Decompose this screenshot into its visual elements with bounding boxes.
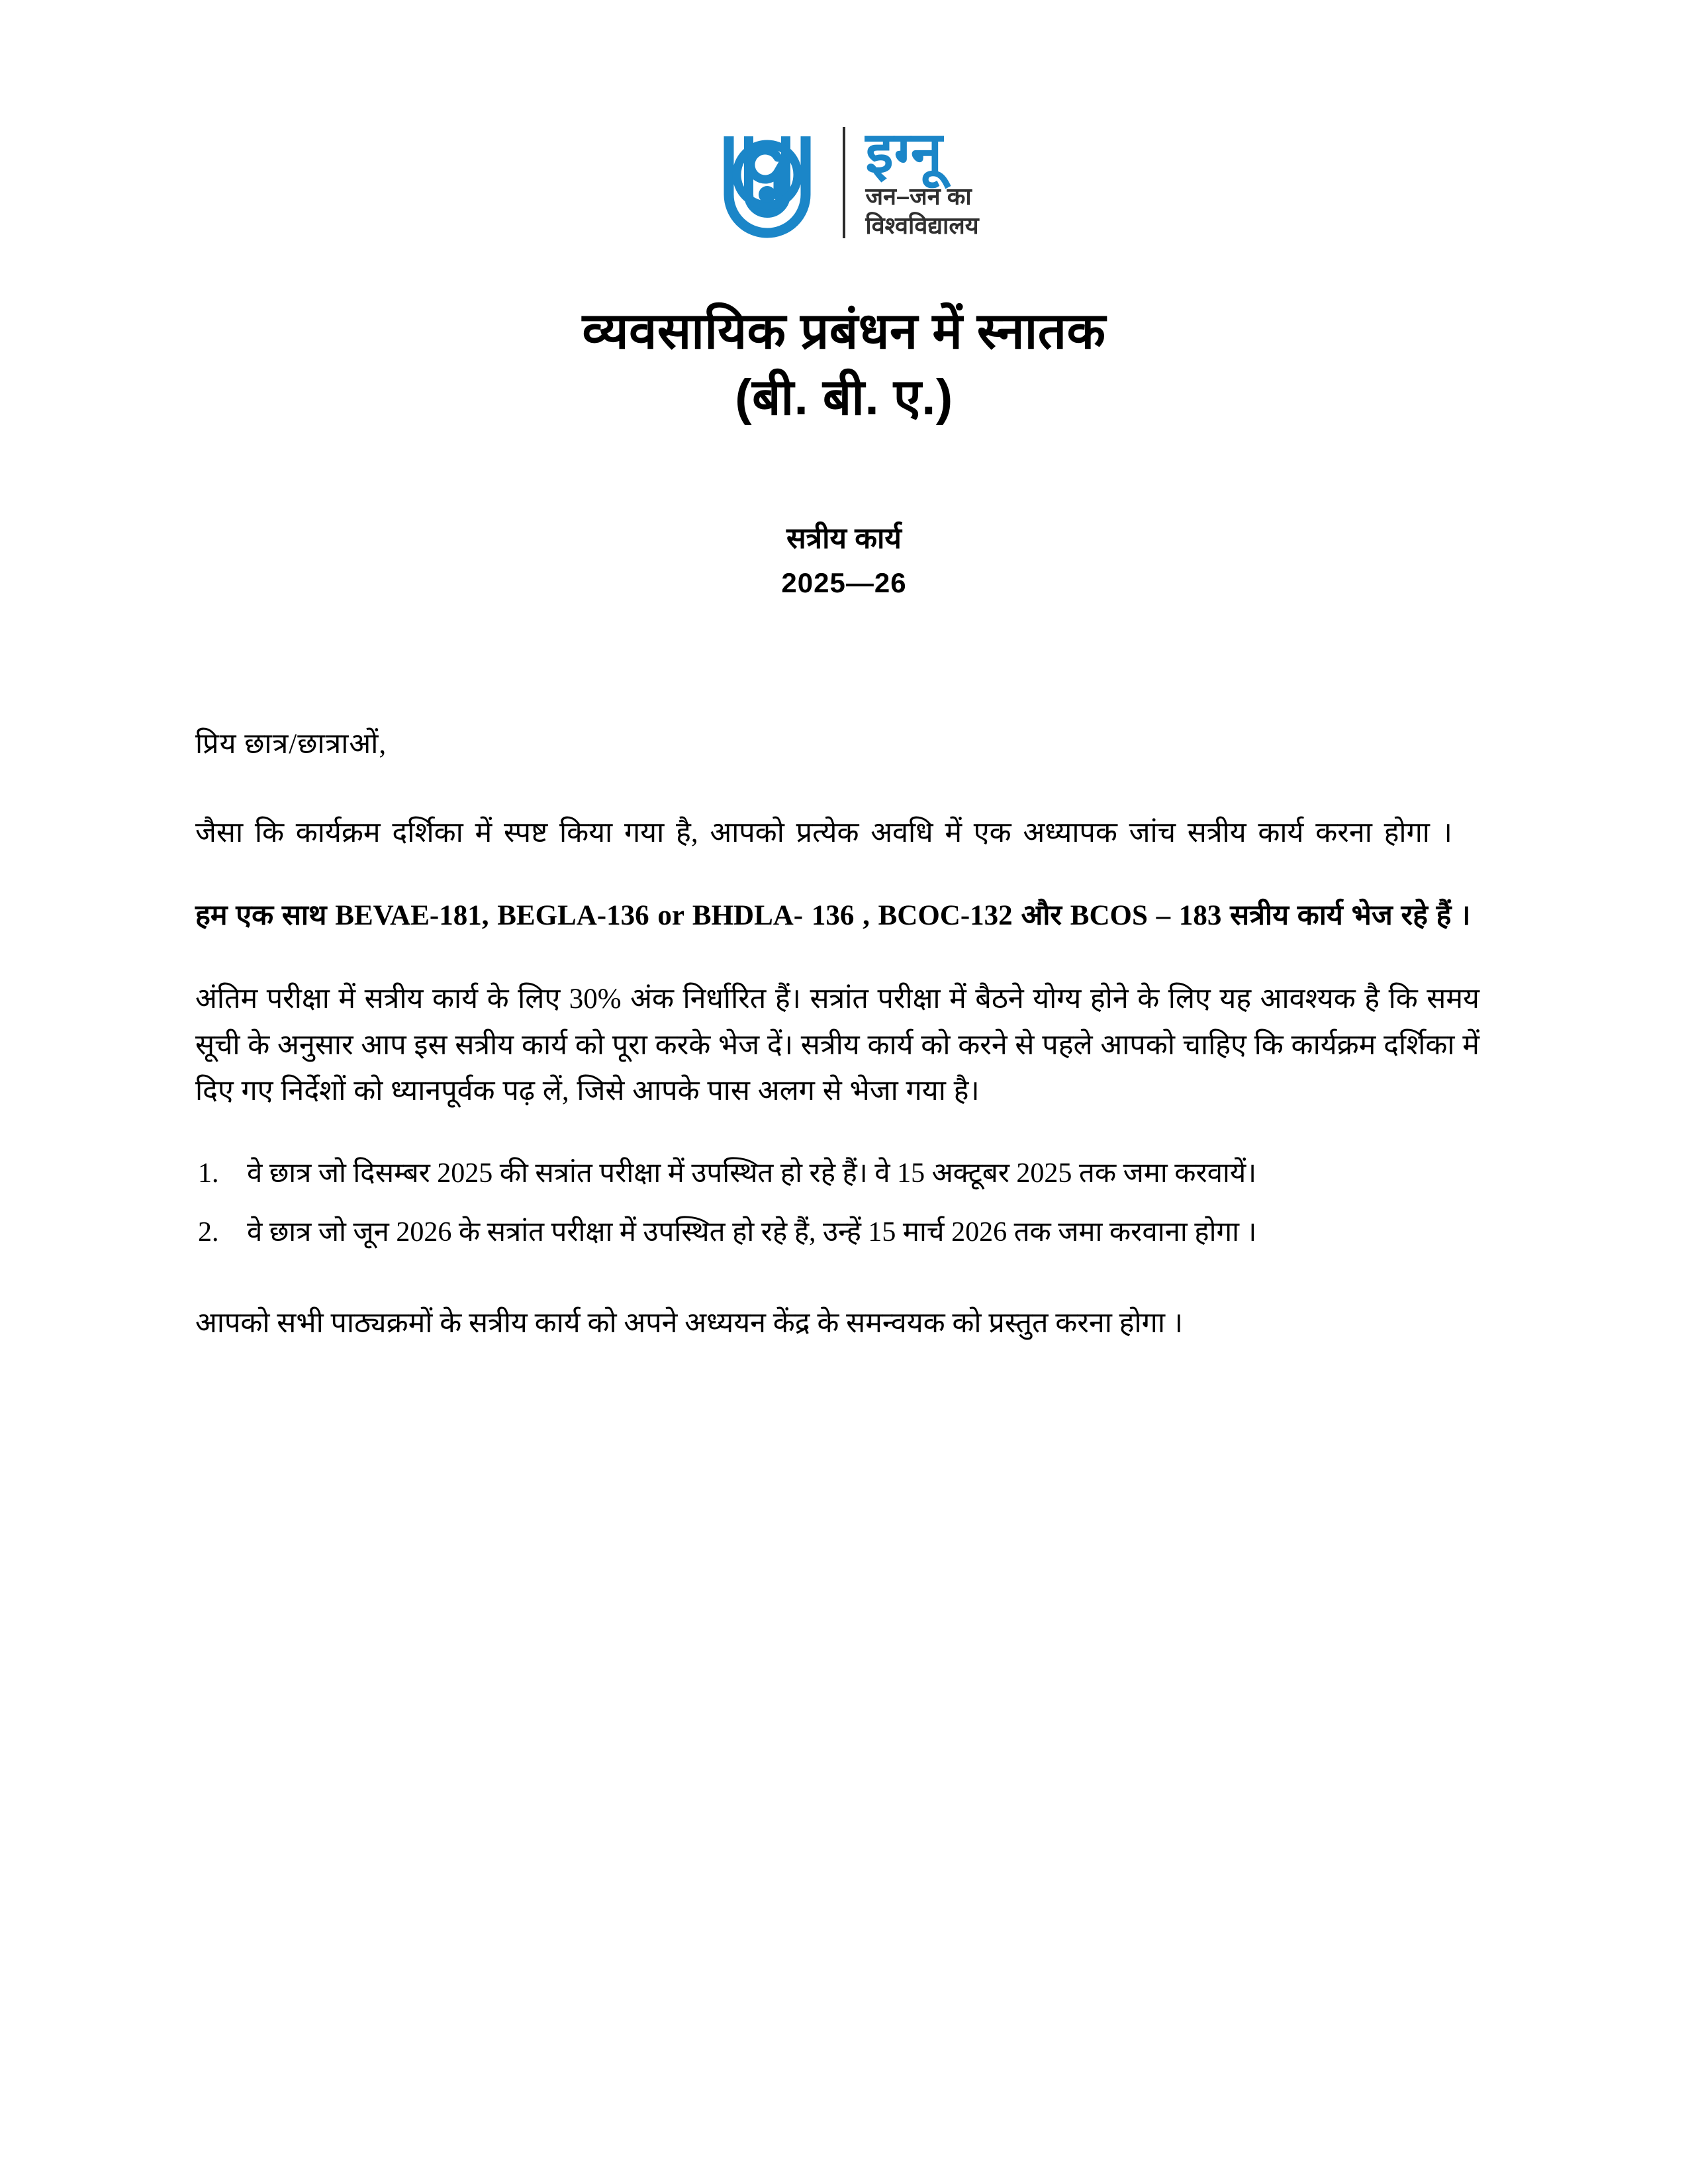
- paragraph-course-codes: [195, 893, 1479, 939]
- ignou-logo: [0, 120, 1688, 240]
- logo-word-main: इग्नू: [865, 120, 943, 185]
- page-title-line-1: व्यवसायिक प्रबंधन में स्नातक: [582, 302, 1106, 359]
- course-code-list-2: BCOS – 183: [1062, 900, 1231, 932]
- course-para-prefix: हम एक साथ: [195, 900, 336, 932]
- logo-wordmark: [865, 120, 979, 239]
- paragraph-intro: जैसा कि कार्यक्रम दर्शिका में स्पष्ट किया गया है, आपको प्रत्येक अवधि में एक अध्यापक जांच सत्रीय कार्य करना होगा ।: [195, 817, 1452, 848]
- ignou-emblem-icon: [709, 126, 829, 240]
- logo-word-tagline-2: विश्वविद्यालय: [865, 211, 979, 239]
- logo-word-tagline-1: जन–जन का: [865, 182, 972, 210]
- course-para-conjunction: और: [1021, 900, 1062, 932]
- course-para-suffix: सत्रीय कार्य भेज रहे हैं ।: [1230, 900, 1471, 932]
- submission-deadline-list: [195, 1152, 1479, 1255]
- page-title-line-2: (बी. बी. ए.): [735, 369, 953, 426]
- letter-body: [195, 721, 1479, 1347]
- logo-divider: [843, 127, 845, 238]
- logo-group: [709, 120, 979, 240]
- list-item: [195, 1210, 1479, 1255]
- list-item: [195, 1152, 1479, 1196]
- paragraph-closing-instruction: आपको सभी पाठ्यक्रमों के सत्रीय कार्य को अपने अध्ययन केंद्र के समन्वयक को प्रस्तुत करना होगा ।: [195, 1308, 1184, 1340]
- salutation: प्रिय छात्र/छात्राओं,: [195, 729, 387, 760]
- paragraph-marks-weightage: अंतिम परीक्षा में सत्रीय कार्य के लिए 30% अंक निर्धारित हैं। सत्रांत परीक्षा में बैठने योग्य होने के लिए यह आवश्यक है कि समय सूची के अनुसार आप इस सत्रीय कार्य को पूरा करके भेज दें। सत्रीय कार्य को करने से पहले आपको चाहिए कि कार्यक्रम दर्शिका में दिए गए निर्देशों को ध्यानपूर्वक पढ़ लें, जिसे आपके पास अलग से भेजा गया है।: [195, 983, 1479, 1107]
- course-code-list-1: BEVAE-181, BEGLA-136 or BHDLA- 136 , BCOC-132: [335, 900, 1021, 932]
- assignment-subtitle: [0, 516, 1688, 604]
- session-year: 2025—26: [781, 567, 907, 599]
- page-title: [0, 298, 1688, 432]
- deadline-note-1: वे छात्र जो दिसम्बर 2025 की सत्रांत परीक्षा में उपस्थित हो रहे हैं। वे 15 अक्टूबर 2025 तक जमा करवायें।: [247, 1158, 1257, 1189]
- assignment-label: सत्रीय कार्य: [786, 522, 902, 555]
- deadline-note-2: वे छात्र जो जून 2026 के सत्रांत परीक्षा में उपस्थित हो रहे हैं, उन्हें 15 मार्च 2026 तक जमा करवाना होगा ।: [247, 1217, 1257, 1248]
